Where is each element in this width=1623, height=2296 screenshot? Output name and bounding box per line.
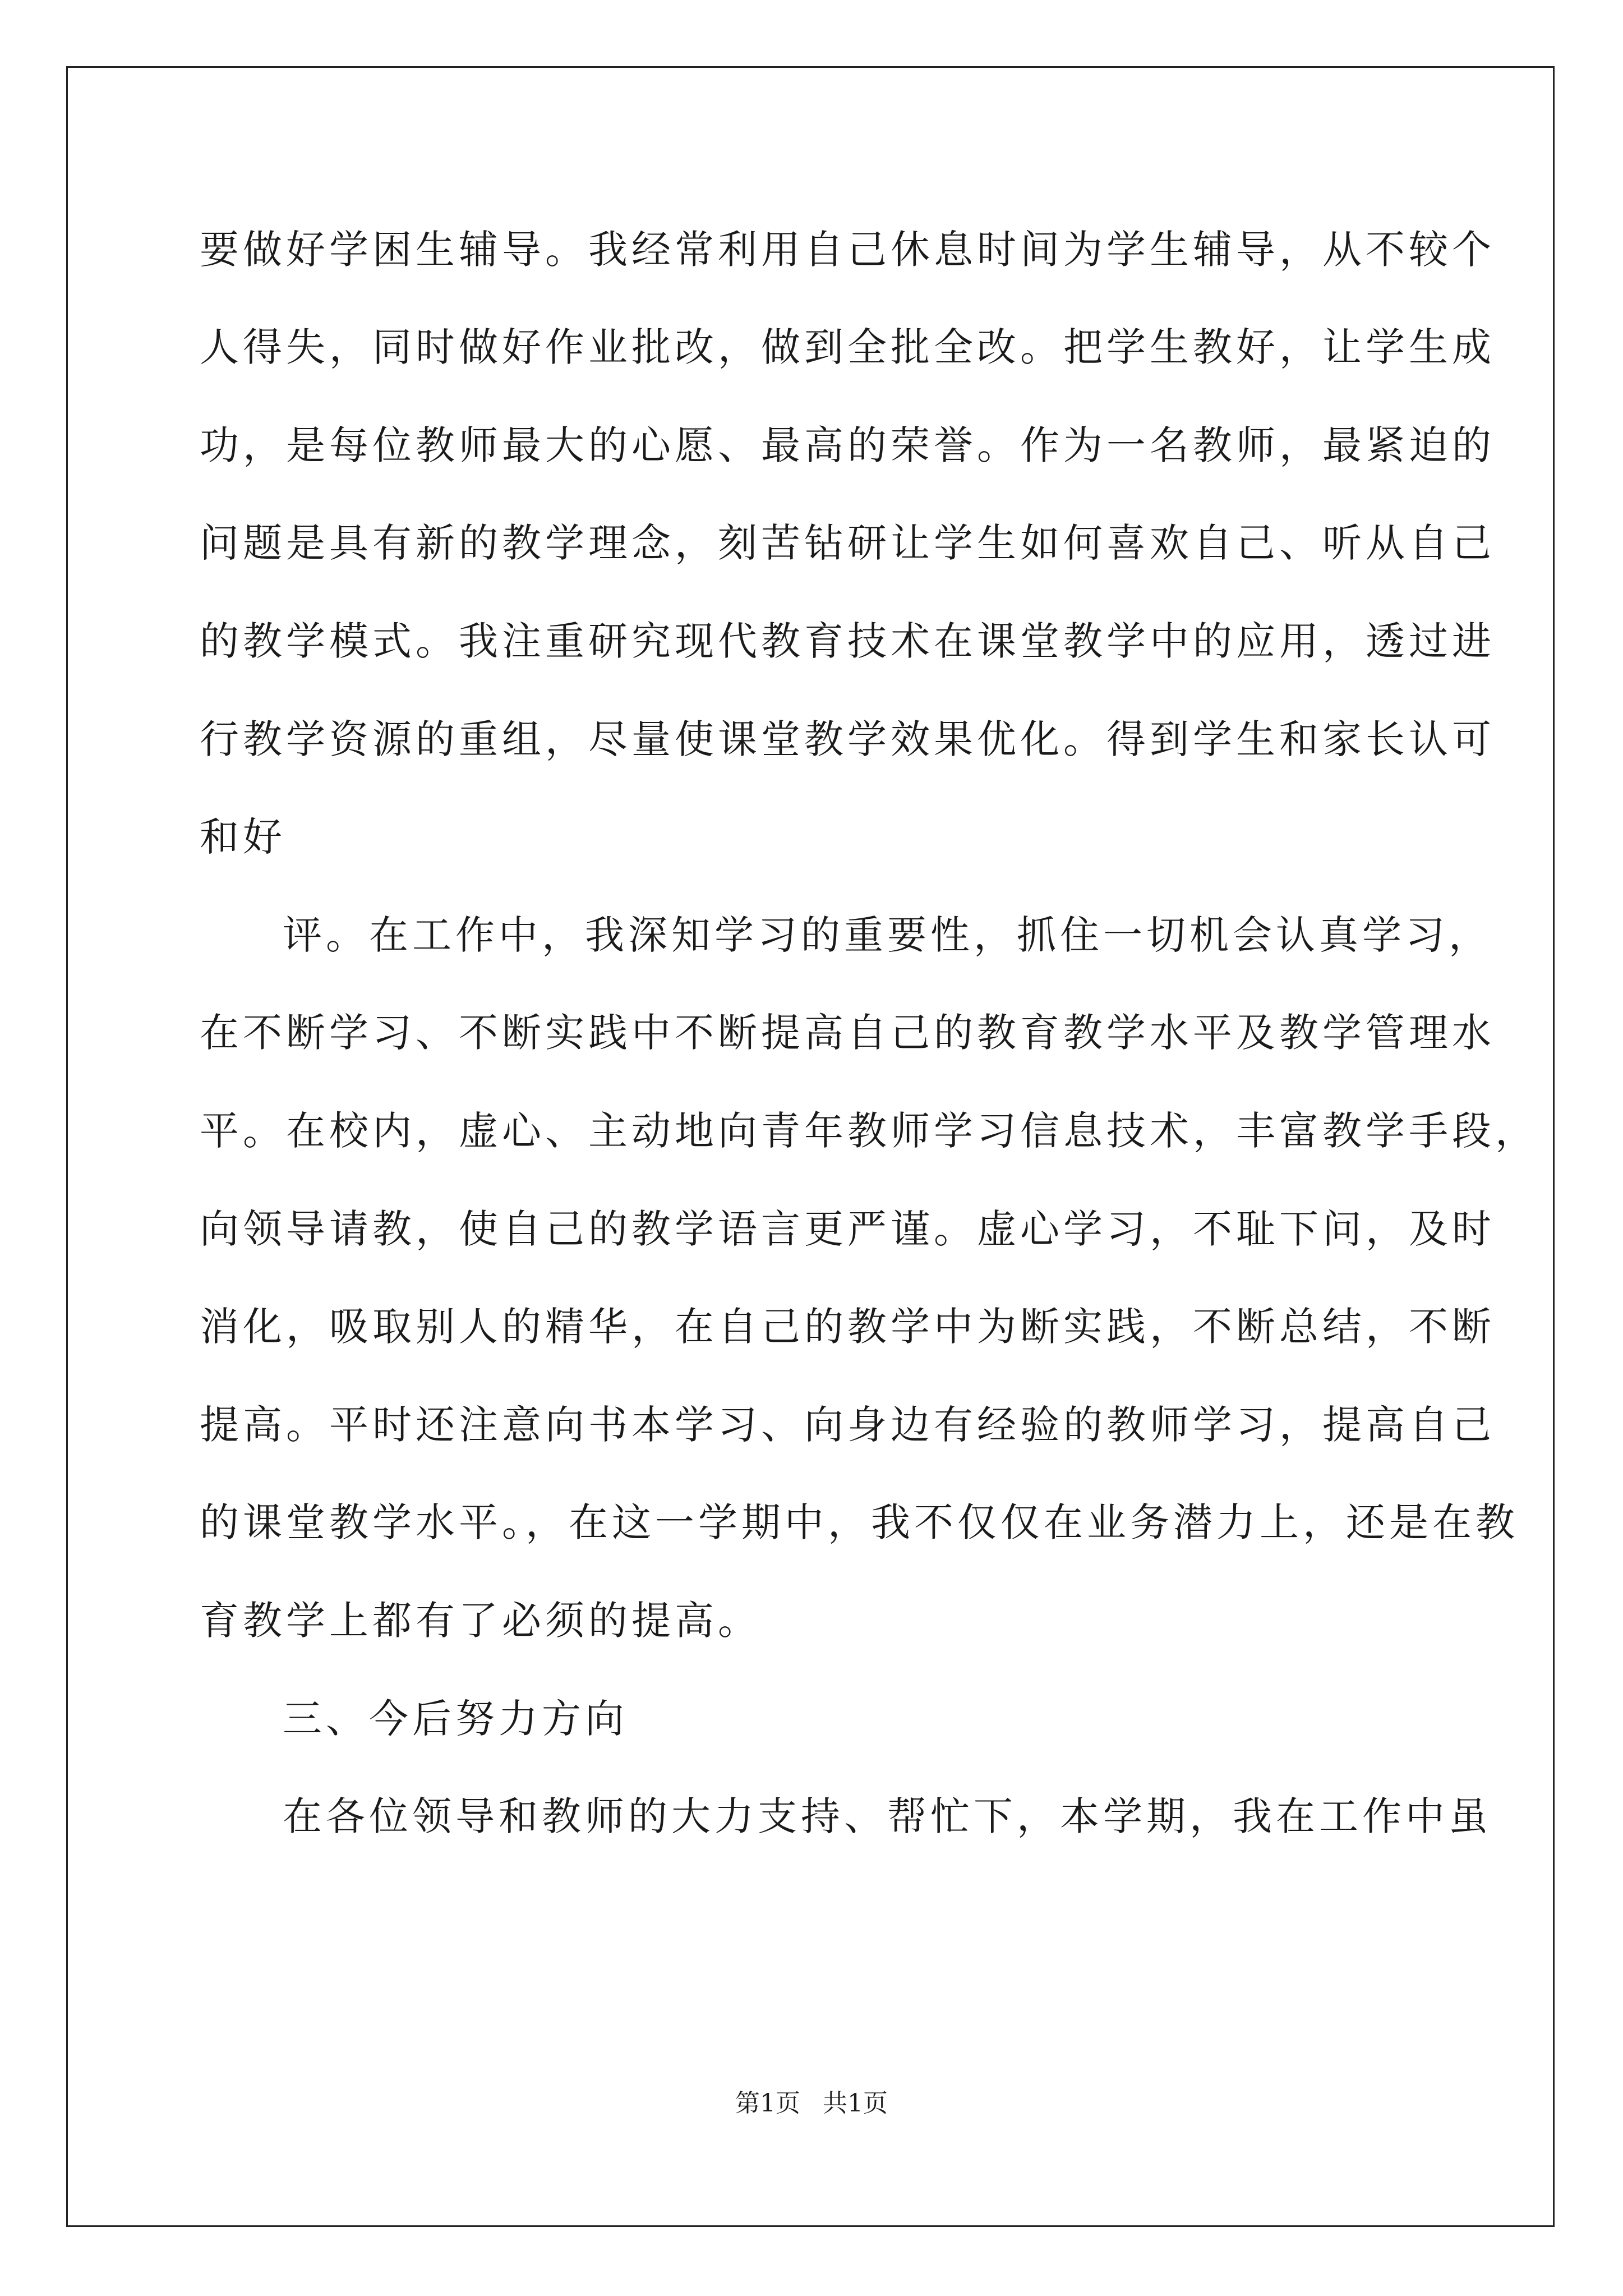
body-line: 和好 xyxy=(200,814,286,860)
body-line: 在不断学习、不断实践中不断提高自己的教育教学水平及教学管理水 xyxy=(200,1010,1495,1056)
body-line: 向领导请教，使自己的教学语言更严谨。虚心学习，不耻下问，及时 xyxy=(200,1206,1495,1252)
body-line: 问题是具有新的教学理念，刻苦钻研让学生如何喜欢自己、听从自己 xyxy=(200,520,1495,566)
body-line: 消化，吸取别人的精华，在自己的教学中为断实践，不断总结，不断 xyxy=(200,1304,1495,1350)
body-line: 功，是每位教师最大的心愿、最高的荣誉。作为一名教师，最紧迫的 xyxy=(200,422,1495,468)
body-line: 要做好学困生辅导。我经常利用自己休息时间为学生辅导，从不较个 xyxy=(200,227,1495,273)
body-line: 平。在校内，虚心、主动地向青年教师学习信息技术，丰富教学手段， xyxy=(200,1108,1538,1154)
body-line: 的课堂教学水平。，在这一学期中，我不仅仅在业务潜力上，还是在教 xyxy=(200,1499,1519,1545)
page-number: 第1页 xyxy=(735,2089,800,2118)
section-heading: 三、今后努力方向 xyxy=(283,1696,628,1742)
page-footer xyxy=(0,2087,1623,2120)
paragraph-first-line: 评。在工作中，我深知学习的重要性，抓住一切机会认真学习， xyxy=(283,912,1492,958)
body-line: 育教学上都有了必须的提高。 xyxy=(200,1598,761,1644)
page-total: 共1页 xyxy=(823,2089,888,2118)
body-line: 的教学模式。我注重研究现代教育技术在课堂教学中的应用，透过进 xyxy=(200,618,1495,664)
paragraph-first-line: 在各位领导和教师的大力支持、帮忙下，本学期，我在工作中虽 xyxy=(283,1793,1492,1839)
body-line: 提高。平时还注意向书本学习、向身边有经验的教师学习，提高自己 xyxy=(200,1402,1495,1448)
body-line: 行教学资源的重组，尽量使课堂教学效果优化。得到学生和家长认可 xyxy=(200,716,1495,762)
body-line: 人得失，同时做好作业批改，做到全批全改。把学生教好，让学生成 xyxy=(200,324,1495,370)
